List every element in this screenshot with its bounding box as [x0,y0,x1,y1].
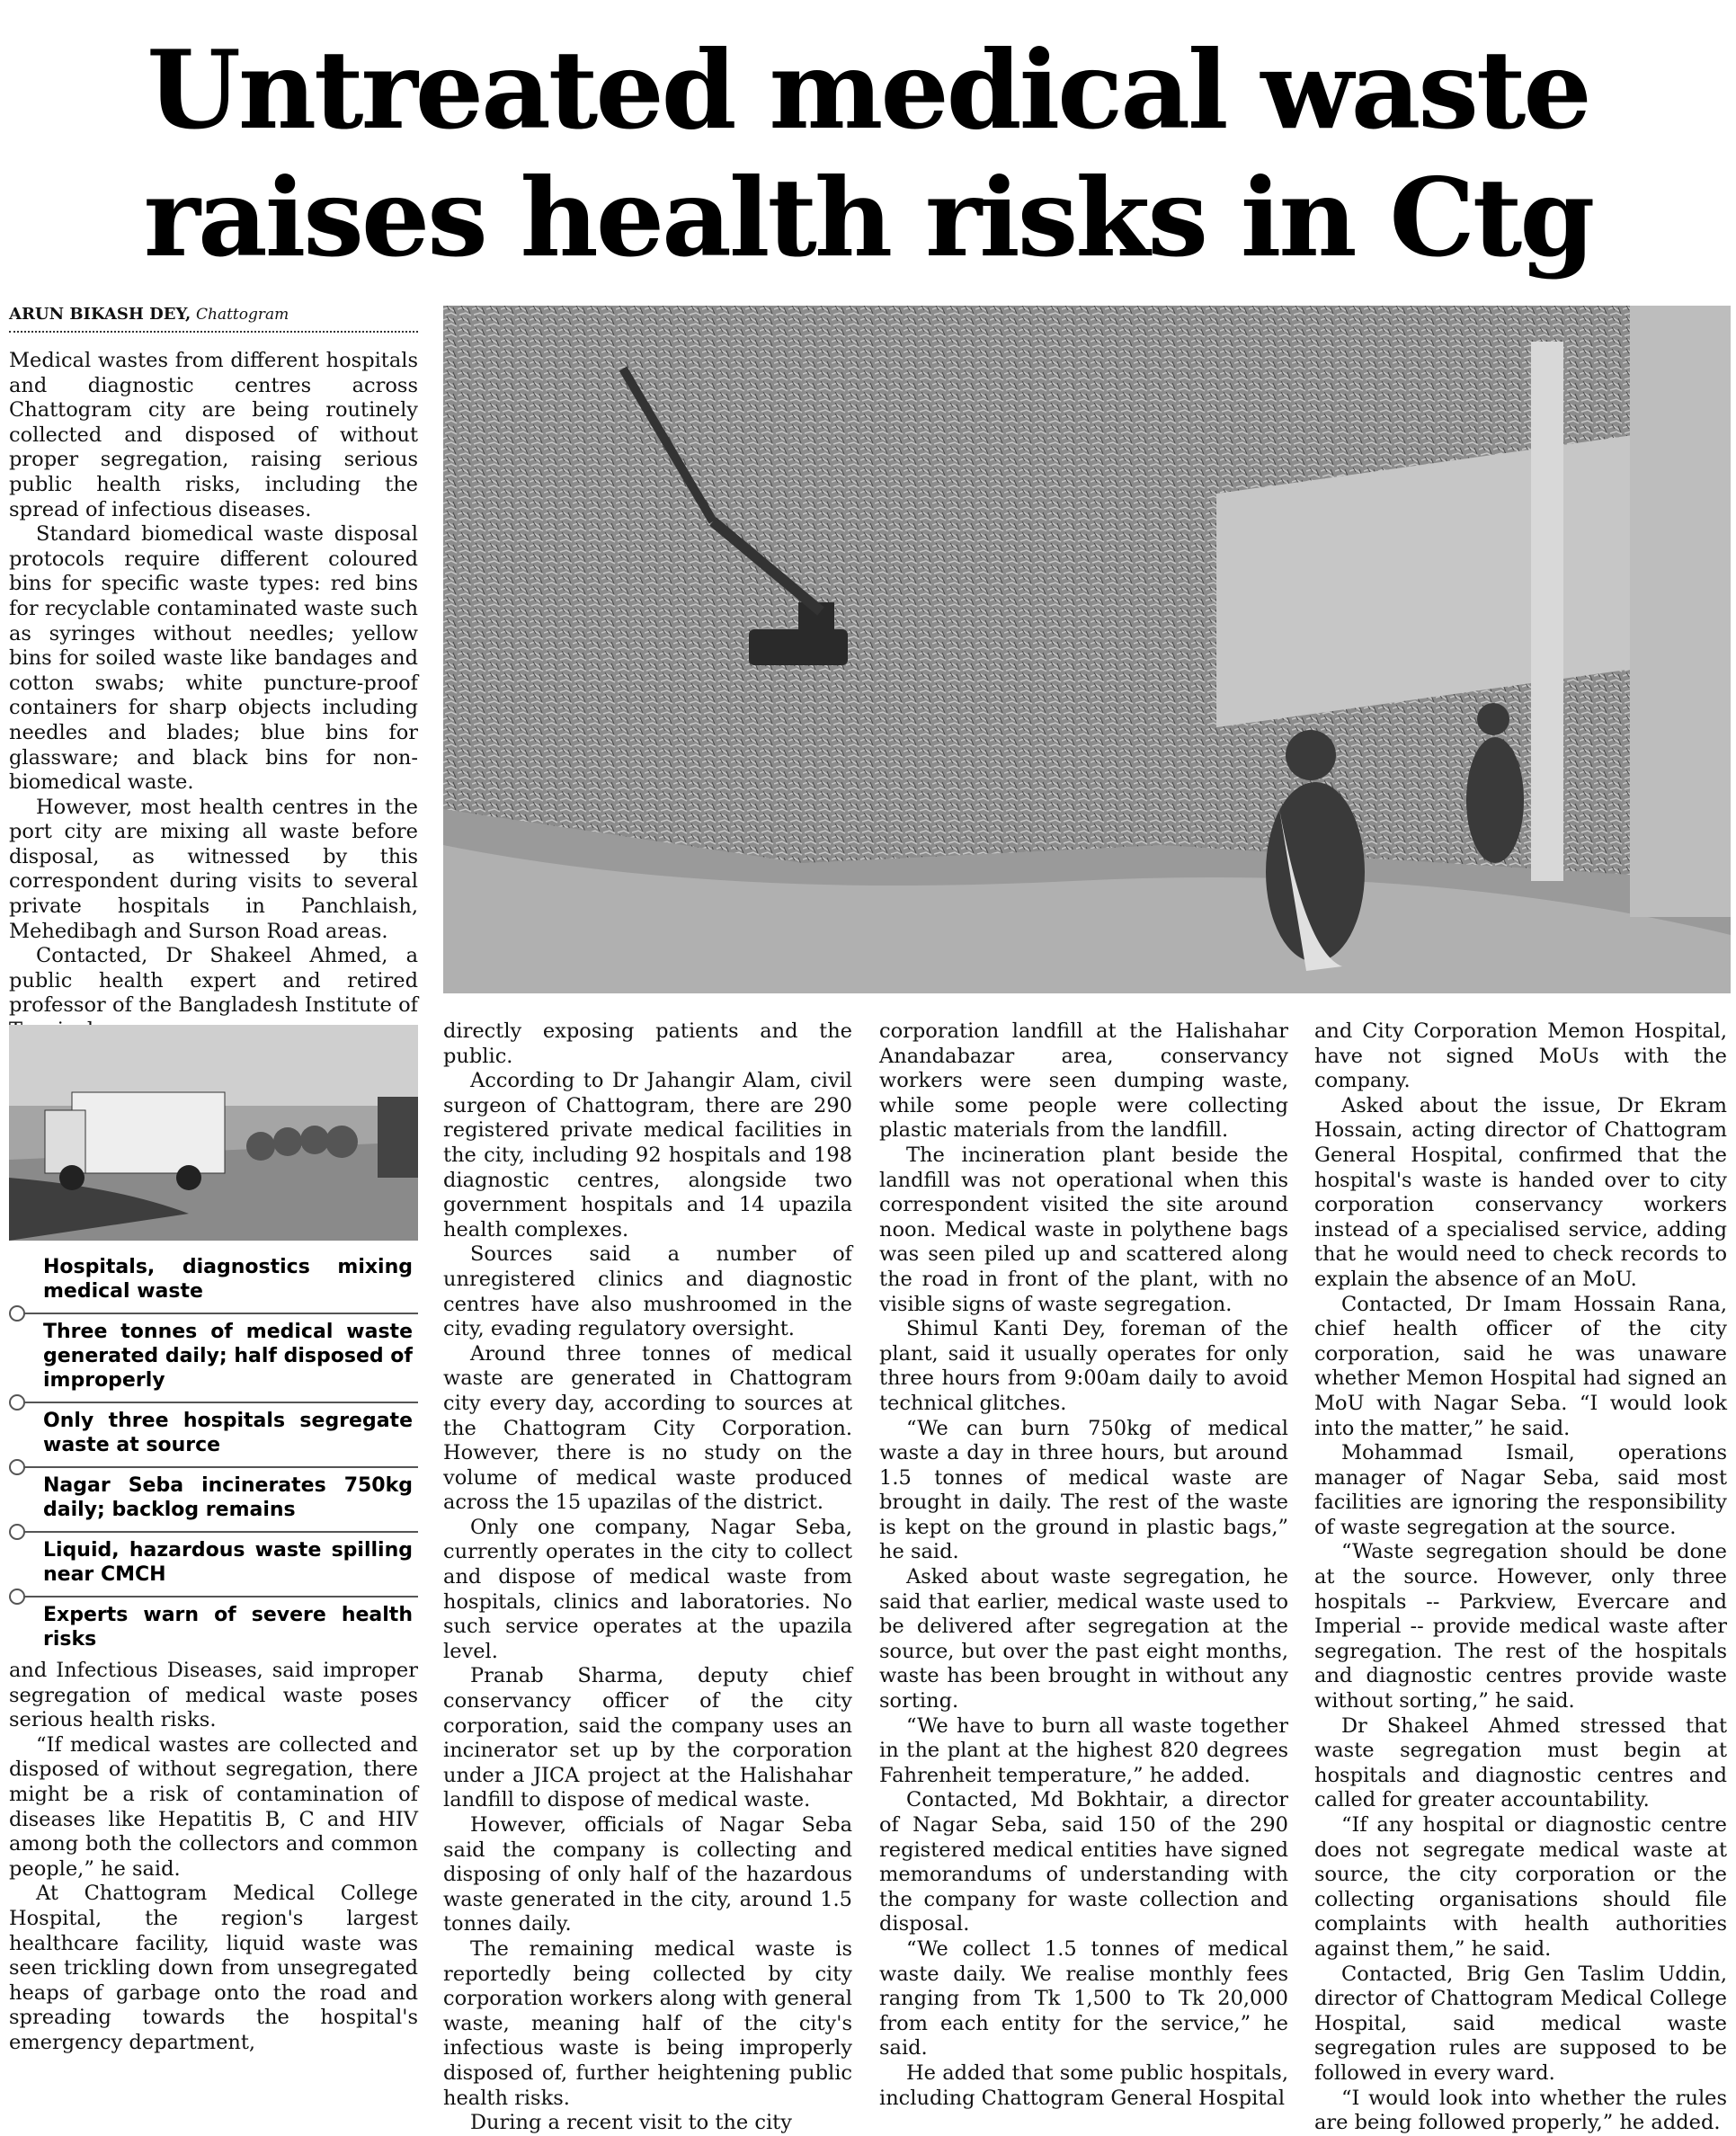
paragraph: Pranab Sharma, deputy chief conservancy officer of the city corporation, said the company uses an incinerator set up by the corporation under a JICA project at the Halishahar landfill to dispose of medical waste. [443,1664,852,1812]
highlight-item: Nagar Seba incinerates 750kg daily; backlog remains [43,1474,413,1521]
highlight-item: Three tonnes of medical waste generated daily; half disposed of improperly [43,1321,413,1392]
article-column-1-bottom [9,1659,418,2056]
paragraph: Only one company, Nagar Seba, currently operates in the city to collect and dispose of medical waste from hospitals, clinics and laboratories. No such service operates at the upazila level. [443,1515,852,1663]
paragraph: directly exposing patients and the public. [443,1019,852,1068]
headline-line-2: raises health risks in Ctg [143,155,1593,281]
article-column-2 [443,1019,852,2136]
highlight-item: Liquid, hazardous waste spilling near CMCH [43,1539,413,1586]
paragraph: Sources said a number of unregistered clinics and diagnostic centres have also mushroomed in the city, evading regulatory oversight. [443,1242,852,1341]
byline-author: ARUN BIKASH DEY, [9,305,191,324]
paragraph: Shimul Kanti Dey, foreman of the plant, said it usually operates for only three hours from 9:00am daily to avoid technical glitches. [879,1317,1288,1415]
paragraph: During a recent visit to the city [470,2111,792,2135]
paragraph: Contacted, Dr Shakeel Ahmed, a public health expert and retired professor of the Bangladesh Institute of [9,944,418,1018]
headline [0,27,1736,282]
paragraph: Mohammad Ismail, operations manager of Nagar Seba, said most facilities are ignoring the responsibility of waste segregation at the source. [1314,1441,1727,1539]
paragraph: Contacted, Md Bokhtair, a director of Nagar Seba, said 150 of the 290 registered medical entities have signed memorandums of understanding with the company for waste collection and disposal. [879,1788,1288,1936]
landfill-photo [443,306,1731,993]
byline-location: Chattogram [196,306,289,324]
paragraph: “I would look into whether the rules are being followed properly,” he added. [1314,2086,1727,2135]
paragraph: The remaining medical waste is reportedly being collected by city corporation workers along with general waste, meaning half of the city's infectious waste is being improperly disposed of, further heightening public health risks. [443,1936,852,2110]
highlight-item: Only three hospitals segregate waste at source [43,1410,413,1456]
paragraph: and City Corporation Memon Hospital, have not signed MoUs with the company. [1314,1019,1727,1093]
paragraph: Asked about waste segregation, he said that earlier, medical waste used to be delivered after segregation at the source, but over the past eight months, waste has been brought in without any sorting. [879,1565,1288,1713]
paragraph: According to Dr Jahangir Alam, civil surgeon of Chattogram, there are 290 registered private medical facilities in the city, including 92 hospitals and 198 diagnostic centres, alongside two government hospitals and 14 upazila health complexes. [443,1069,852,1242]
headline-line-1: Untreated medical waste [147,27,1589,154]
article-column-3 [879,1019,1288,2111]
paragraph: “We collect 1.5 tonnes of medical waste daily. We realise monthly fees ranging from Tk 1,500 to Tk 20,000 from each entity for the service,” he said. [879,1936,1288,2060]
paragraph: Standard biomedical waste disposal protocols require different coloured bins for specific waste types: red bins for recyclable contaminated waste such as syringes without needles; yellow bins for soiled waste like bandages and cotton swabs; white puncture-proof containers for sharp objects including needles and blades; blue bins for glassware; and black bins for non-biomedical waste. [9,522,418,795]
paragraph: “Waste segregation should be done at the source. However, only three hospitals -- Parkview, Evercare and Imperial -- provide medical waste after segregation. The rest of the hospitals and diagnostic centres provide waste without sorting,” he said. [1314,1540,1727,1713]
paragraph: and Infectious Diseases, said improper segregation of medical waste poses serious health risks. [9,1659,418,1732]
paragraph: Around three tonnes of medical waste are generated in Chattogram city every day, according to sources at the Chattogram City Corporation. However, there is no study on the volume of medical waste produced across the 15 upazilas of the district. [443,1341,852,1515]
paragraph: Dr Shakeel Ahmed stressed that waste segregation must begin at hospitals and diagnostic centres and called for greater accountability. [1314,1713,1727,1812]
article-column-4 [1314,1019,1727,2136]
paragraph: The incineration plant beside the landfill was not operational when this correspondent visited the site around noon. Medical waste in polythene bags was seen piled up and scattered along the road in front of the plant, with no visible signs of waste segregation. [879,1143,1288,1316]
highlights-box [9,1250,418,1657]
paragraph: However, most health centres in the port city are mixing all waste before disposal, as witnessed by this correspondent during visits to several private hospitals in Panchlaish, Mehedibagh and Surson Road areas. [9,795,418,943]
paragraph: “We have to burn all waste together in the plant at the highest 820 degrees Fahrenheit temperature,” he added. [879,1713,1288,1787]
paragraph: He added that some public hospitals, including Chattogram General Hospital [879,2060,1288,2110]
byline [9,304,418,325]
paragraph: corporation landfill at the Halishahar Anandabazar area, conservancy workers were seen dumping waste, while some people were collecting plastic materials from the landfill. [879,1019,1288,1143]
paragraph: However, officials of Nagar Seba said the company is collecting and disposing of only half of the hazardous waste generated in the city, around 1.5 tonnes daily. [443,1813,852,1936]
paragraph: “We can burn 750kg of medical waste a day in three hours, but around 1.5 tonnes of medical waste are brought in daily. The rest of the waste is kept on the ground in plastic bags,” he said. [879,1416,1288,1564]
paragraph: Medical wastes from different hospitals and diagnostic centres across Chattogram city are being routinely collected and disposed of without proper segregation, raising serious public health risks, including the spread of infectious diseases. [9,349,418,521]
byline-divider [9,331,418,333]
paragraph: “If any hospital or diagnostic centre does not segregate medical waste at source, the city corporation or the collecting organisations should file complaints with health authorities against them,” he said. [1314,1813,1727,1961]
article-column-1-top [9,349,418,1044]
paragraph: “If medical wastes are collected and disposed of without segregation, there might be a risk of contamination of diseases like Hepatitis B, C and HIV among both the collectors and common people,” he said. [9,1732,418,1881]
paragraph: Contacted, Dr Imam Hossain Rana, chief health officer of the city corporation, said he was unaware whether Memon Hospital had signed an MoU with Nagar Seba. “I would look into the matter,” he said. [1314,1292,1727,1440]
paragraph: At Chattogram Medical College Hospital, the region's largest healthcare facility, liquid waste was seen trickling down from unsegregated heaps of garbage onto the road and spreading towards the hospital's emergency department, [9,1882,418,2054]
highlight-item: Experts warn of severe health risks [43,1604,413,1651]
paragraph: Contacted, Brig Gen Taslim Uddin, director of Chattogram Medical College Hospital, said medical waste segregation rules are supposed to be followed in every ward. [1314,1962,1727,2085]
highlight-item: Hospitals, diagnostics mixing medical waste [43,1256,413,1303]
paragraph: Asked about the issue, Dr Ekram Hossain, acting director of Chattogram General Hospital, confirmed that the hospital's waste is handed over to city corporation conservancy workers instead of a specialised service, adding that he would need to check records to explain the absence of an MoU. [1314,1093,1727,1291]
garbage-truck-photo [9,1025,418,1241]
